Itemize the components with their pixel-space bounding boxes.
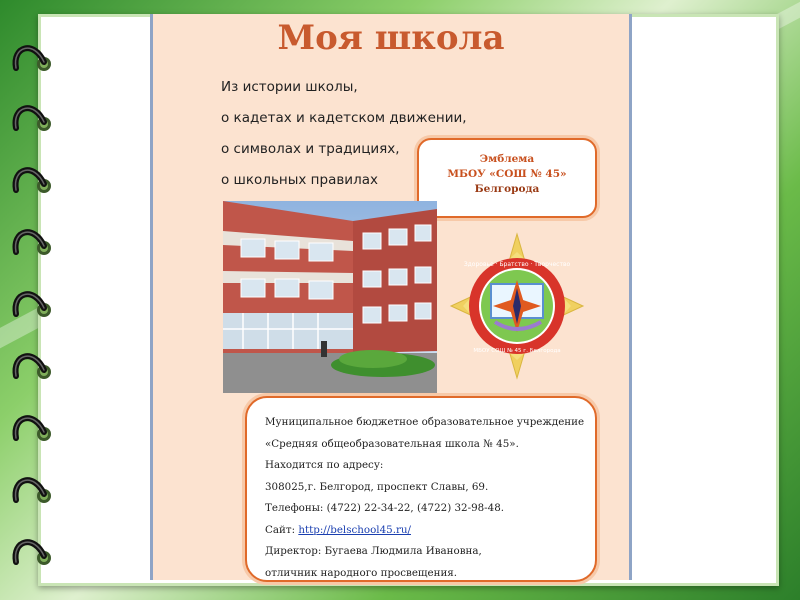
notebook-ring-icon <box>6 284 52 324</box>
intro-line: Из истории школы, <box>221 79 358 95</box>
emblem-caption-box <box>417 138 597 218</box>
site-link[interactable]: http://belschool45.ru/ <box>298 523 411 536</box>
intro-line: о кадетах и кадетском движении, <box>221 110 467 126</box>
info-site-line <box>265 520 595 542</box>
school-building-photo <box>223 201 437 393</box>
notebook-ring-icon <box>6 346 52 386</box>
emblem-caption-line: Белгорода <box>474 183 540 195</box>
notebook-ring-icon <box>6 408 52 448</box>
page-title: Моя школа <box>277 18 505 58</box>
school-info-box <box>245 396 597 582</box>
site-label: Сайт: <box>265 523 299 536</box>
svg-text:МБОУ СОШ № 45 г. Белгорода: МБОУ СОШ № 45 г. Белгорода <box>473 348 561 354</box>
info-line: Находится по адресу: <box>265 459 384 471</box>
notebook-ring-icon <box>6 470 52 510</box>
info-line: 308025,г. Белгород, проспект Славы, 69. <box>265 480 489 493</box>
notebook-ring-icon <box>6 532 52 572</box>
info-line: Директор: Бугаева Людмила Ивановна, <box>265 545 482 557</box>
svg-text:Здоровье · Братство · Творчест: Здоровье · Братство · Творчество <box>463 261 571 268</box>
intro-line: о школьных правилах <box>221 172 378 188</box>
info-line: «Средняя общеобразовательная школа № 45». <box>265 437 519 450</box>
info-line: отличник народного просвещения. <box>265 566 458 579</box>
notebook-ring-icon <box>6 160 52 200</box>
info-line: Телефоны: (4722) 22-34-22, (4722) 32-98-48. <box>265 502 505 514</box>
notebook-ring-icon <box>6 222 52 262</box>
info-line: Муниципальное бюджетное образовательное учреждение <box>265 416 585 428</box>
notebook-ring-icon <box>6 98 52 138</box>
school-emblem <box>449 232 585 380</box>
emblem-caption-line: Эмблема <box>479 153 535 165</box>
intro-line: о символах и традициях, <box>221 141 400 157</box>
emblem-caption-line: МБОУ «СОШ № 45» <box>447 168 567 180</box>
school-document <box>150 14 632 580</box>
notebook-ring-icon <box>6 38 52 78</box>
